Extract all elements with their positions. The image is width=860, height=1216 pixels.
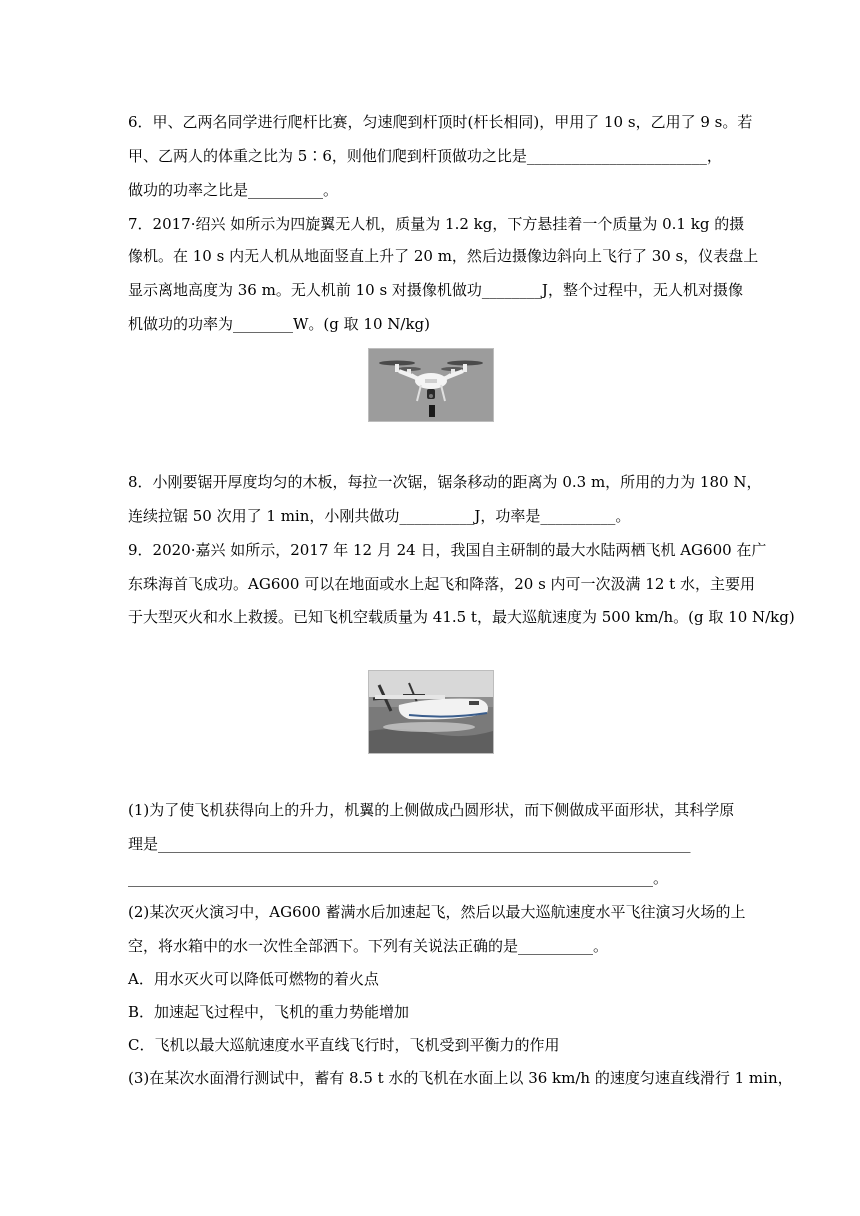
q7-line-4: 机做功的功率为________W。(g 取 10 N/kg) xyxy=(128,315,430,333)
drone-photo xyxy=(368,348,494,422)
q9-line-3: 于大型灭火和水上救援。已知飞机空载质量为 41.5 t，最大巡航速度为 500 km/h。(g 取 10 N/kg) xyxy=(128,608,795,626)
q7-line-1: 7．2017·绍兴 如所示为四旋翼无人机，质量为 1.2 kg，下方悬挂着一个质量为 0.1 kg 的摄 xyxy=(128,215,745,233)
q6-line-2: 甲、乙两人的体重之比为 5∶6，则他们爬到杆顶做功之比是________________________， xyxy=(128,147,722,165)
drone-illustration xyxy=(369,349,493,421)
q8-line-2: 连续拉锯 50 次用了 1 min，小刚共做功__________J，功率是__________。 xyxy=(128,507,631,525)
q9-option-a: A．用水灭火可以降低可燃物的着火点 xyxy=(128,970,379,988)
q9-option-b: B．加速起飞过程中，飞机的重力势能增加 xyxy=(128,1003,410,1021)
q8-line-1: 8．小刚要锯开厚度均匀的木板，每拉一次锯，锯条移动的距离为 0.3 m，所用的力为 180 N， xyxy=(128,473,762,491)
q9-part2-line-1: (2)某次灭火演习中，AG600 蓄满水后加速起飞，然后以最大巡航速度水平飞往演习火场的上 xyxy=(128,903,746,921)
q6-line-3: 做功的功率之比是__________。 xyxy=(128,181,339,199)
q9-part1-line-1: (1)为了使飞机获得向上的升力，机翼的上侧做成凸圆形状，而下侧做成平面形状，其科学原 xyxy=(128,801,735,819)
q9-line-1: 9．2020·嘉兴 如所示，2017 年 12 月 24 日，我国自主研制的最大水陆两栖飞机 AG600 在广 xyxy=(128,541,767,559)
q9-part1-line-3: ______________________________________________________________________。 xyxy=(128,869,669,887)
q9-part1-line-2: 理是_______________________________________________________________________ xyxy=(128,835,691,853)
amphibious-plane-photo xyxy=(368,670,494,754)
q7-line-2: 像机。在 10 s 内无人机从地面竖直上升了 20 m，然后边摄像边斜向上飞行了 30 s，仪表盘上 xyxy=(128,247,759,265)
q7-line-3: 显示离地高度为 36 m。无人机前 10 s 对摄像机做功________J，整个过程中，无人机对摄像 xyxy=(128,281,743,299)
q9-part2-line-2: 空，将水箱中的水一次性全部洒下。下列有关说法正确的是__________。 xyxy=(128,937,609,955)
q9-option-c: C．飞机以最大巡航速度水平直线飞行时，飞机受到平衡力的作用 xyxy=(128,1036,560,1054)
q9-line-2: 东珠海首飞成功。AG600 可以在地面或水上起飞和降落，20 s 内可一次汲满 12 t 水，主要用 xyxy=(128,575,755,593)
q9-part3-line-1: (3)在某次水面滑行测试中，蓄有 8.5 t 水的飞机在水面上以 36 km/h 的速度匀速直线滑行 1 min， xyxy=(128,1069,793,1087)
q6-line-1: 6．甲、乙两名同学进行爬杆比赛，匀速爬到杆顶时(杆长相同)，甲用了 10 s，乙用了 9 s。若 xyxy=(128,113,753,131)
plane-illustration xyxy=(369,671,493,753)
